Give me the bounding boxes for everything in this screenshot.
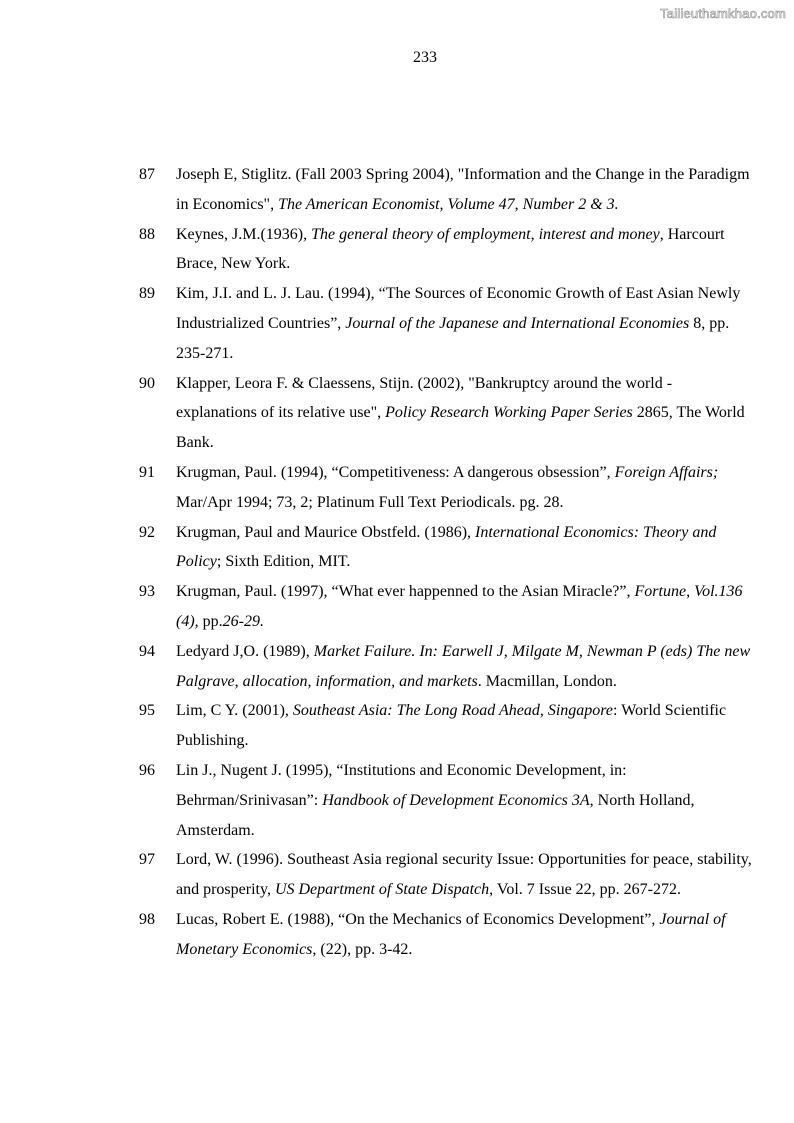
reference-number: 88: [139, 225, 155, 243]
reference-item: [139, 637, 754, 697]
reference-segment: Lucas, Robert E. (1988), “On the Mechanics of Economics Development”,: [176, 910, 660, 928]
reference-italic-segment: 26-29.: [222, 612, 264, 630]
reference-segment: Joseph E, Stiglitz. (Fall 2003 Spring 2004), "Information and the Change in the Paradigm in Economics",: [176, 166, 750, 213]
reference-number: 98: [139, 910, 155, 928]
reference-italic-segment: Handbook of Development Economics 3A: [322, 791, 590, 809]
reference-number: 89: [139, 285, 155, 303]
reference-segment: Lin J., Nugent J. (1995), “Institutions and Economic Development, in: Behrman/Srinivasan”:: [176, 761, 627, 809]
reference-number: 97: [139, 851, 155, 869]
reference-segment: pp.: [198, 612, 223, 630]
reference-segment: Ledyard J,O. (1989),: [176, 642, 314, 660]
reference-number: 91: [139, 463, 155, 481]
reference-segment: : World Scientific Publishing.: [176, 702, 727, 750]
reference-number: 90: [139, 374, 155, 392]
reference-item: [139, 518, 754, 578]
reference-item: [139, 458, 754, 518]
reference-text: [176, 696, 754, 756]
reference-text: [176, 369, 754, 458]
page-number: 233: [413, 49, 437, 66]
reference-segment: , North Holland, Amsterdam.: [176, 791, 695, 839]
reference-italic-segment: The American Economist, Volume 47, Number 2 & 3.: [278, 195, 619, 213]
reference-item: [139, 845, 754, 905]
reference-italic-segment: Foreign Affairs;: [614, 463, 719, 481]
reference-number: 94: [139, 642, 155, 660]
reference-item: [139, 220, 754, 280]
reference-italic-segment: Southeast Asia: The Long Road Ahead, Singapore: [292, 702, 614, 720]
reference-italic-segment: Policy Research Working Paper Series: [385, 404, 633, 422]
reference-text: [176, 458, 754, 518]
reference-text: [176, 756, 754, 845]
reference-text: [176, 637, 754, 697]
reference-italic-segment: The general theory of employment, interest and money: [311, 225, 660, 243]
reference-segment: Lord, W. (1996). Southeast Asia regional security Issue: Opportunities for peace, stability, and prosperity,: [176, 851, 752, 899]
reference-segment: Keynes, J.M.(1936),: [176, 225, 312, 243]
reference-segment: Mar/Apr 1994; 73, 2; Platinum Full Text Periodicals. pg. 28.: [176, 493, 564, 511]
reference-segment: . Macmillan, London.: [477, 672, 617, 690]
reference-item: [139, 279, 754, 368]
reference-italic-segment: US Department of State Dispatch: [274, 881, 490, 899]
reference-item: [139, 756, 754, 845]
reference-segment: Krugman, Paul and Maurice Obstfeld. (1986),: [176, 523, 476, 541]
reference-text: [176, 577, 754, 637]
reference-segment: 2865, The World Bank.: [176, 404, 745, 452]
watermark-text: Tailieuthamkhao.com: [660, 6, 786, 21]
reference-text: [176, 845, 754, 905]
reference-segment: 8, pp. 235-271.: [176, 314, 730, 362]
reference-italic-segment: Journal of Monetary Economics: [176, 910, 726, 958]
reference-item: [139, 369, 754, 458]
reference-segment: Krugman, Paul. (1994), “Competitiveness: A dangerous obsession”,: [176, 463, 615, 481]
reference-segment: , Vol. 7 Issue 22, pp. 267-272.: [489, 881, 681, 899]
reference-text: [176, 518, 754, 578]
reference-number: 92: [139, 523, 155, 541]
reference-italic-segment: International Economics: Theory and Policy: [176, 523, 717, 571]
reference-number: 87: [139, 166, 155, 183]
reference-number: 95: [139, 702, 155, 720]
reference-segment: Klapper, Leora F. & Claessens, Stijn. (2002), "Bankruptcy around the world - explanations of its relative use",: [176, 374, 673, 422]
reference-text: [176, 905, 754, 965]
reference-text: [176, 160, 754, 220]
reference-item: [139, 696, 754, 756]
reference-item: [139, 577, 754, 637]
reference-segment: , Harcourt Brace, New York.: [176, 225, 725, 273]
reference-italic-segment: Market Failure. In: Earwell J, Milgate M, Newman P (eds) The new Palgrave, allocation, information, and markets: [176, 642, 751, 690]
reference-italic-segment: Journal of the Japanese and International Economies: [345, 314, 690, 332]
reference-italic-segment: Fortune, Vol.136 (4),: [176, 583, 743, 630]
reference-number: 93: [139, 583, 155, 601]
reference-item: [139, 905, 754, 965]
reference-segment: Lim, C Y. (2001),: [176, 702, 293, 720]
reference-item: [139, 160, 754, 220]
reference-text: [176, 220, 754, 280]
reference-segment: Krugman, Paul. (1997), “What ever happenned to the Asian Miracle?”,: [176, 583, 635, 601]
reference-text: [176, 279, 754, 368]
reference-number: 96: [139, 761, 155, 779]
reference-segment: Kim, J.I. and L. J. Lau. (1994), “The Sources of Economic Growth of East Asian Newly Industrialized Countries”,: [176, 285, 741, 332]
reference-segment: , (22), pp. 3-42.: [312, 940, 413, 958]
reference-segment: ; Sixth Edition, MIT.: [216, 553, 351, 571]
reference-list: [139, 160, 754, 965]
